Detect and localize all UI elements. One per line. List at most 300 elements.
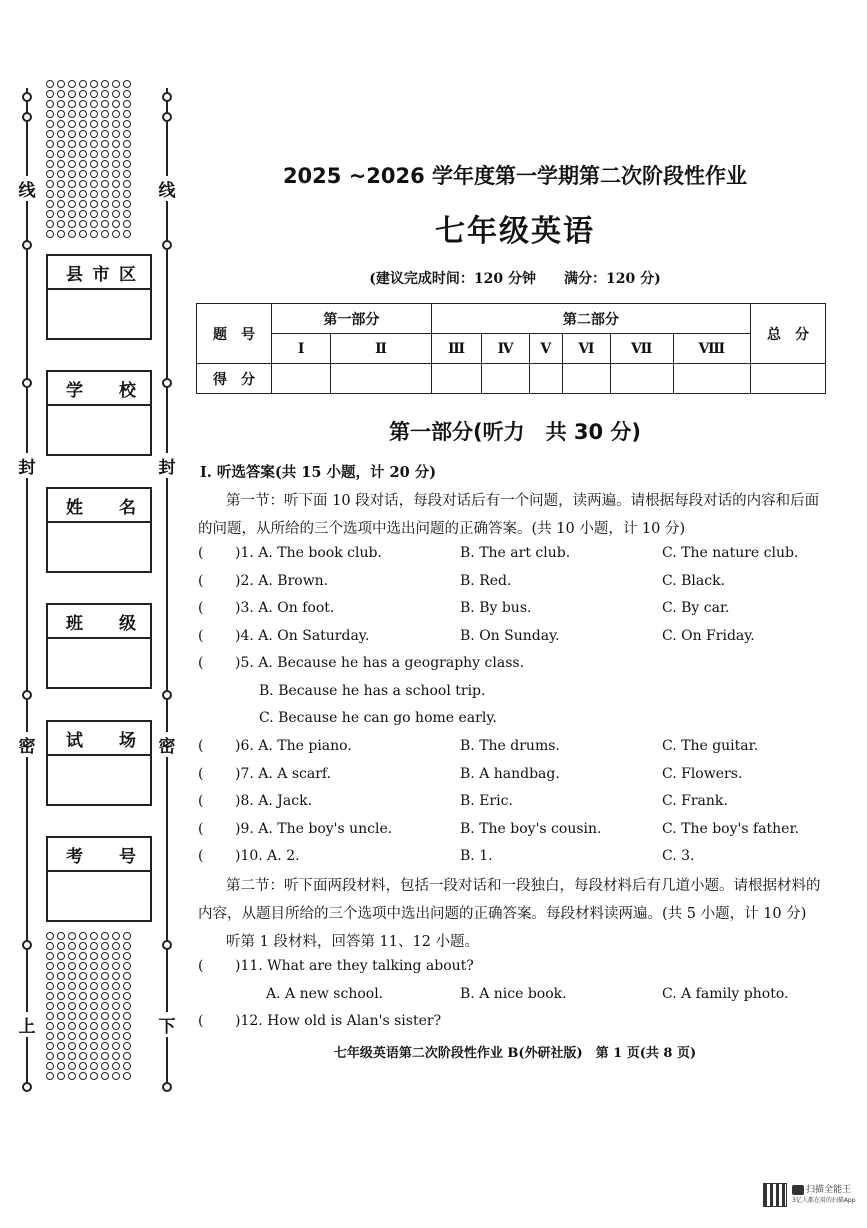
dot bbox=[46, 90, 54, 98]
dot bbox=[68, 120, 76, 128]
dot bbox=[79, 1052, 87, 1060]
score-cell[interactable] bbox=[562, 364, 610, 394]
dot bbox=[123, 952, 131, 960]
binding-line-right bbox=[166, 88, 168, 1088]
binding-char: 封 bbox=[157, 453, 177, 478]
option-b: B. The boy's cousin. bbox=[460, 821, 602, 837]
option-a: )1. A. The book club. bbox=[235, 545, 382, 561]
binding-char: 下 bbox=[157, 1012, 177, 1037]
dot bbox=[79, 1062, 87, 1070]
option-c: C. The boy's father. bbox=[662, 821, 800, 837]
option-b: B. Eric. bbox=[460, 793, 513, 809]
score-table bbox=[196, 303, 826, 394]
dot bbox=[112, 130, 120, 138]
dot bbox=[123, 110, 131, 118]
binding-hole bbox=[22, 940, 32, 950]
exam-meta: (建议完成时间：120 分钟 满分：120 分) bbox=[369, 271, 661, 287]
binding-hole bbox=[162, 378, 172, 388]
dot bbox=[46, 80, 54, 88]
answer-paren[interactable]: ( bbox=[198, 545, 204, 561]
field-label: 校 bbox=[119, 380, 136, 401]
dot bbox=[90, 1022, 98, 1030]
dot bbox=[112, 80, 120, 88]
page-footer: 七年级英语第二次阶段性作业 B(外研社版) 第 1 页(共 8 页) bbox=[333, 1046, 697, 1061]
dot bbox=[112, 952, 120, 960]
dot bbox=[101, 1062, 109, 1070]
dot bbox=[123, 220, 131, 228]
dot bbox=[90, 200, 98, 208]
dot bbox=[123, 1002, 131, 1010]
option-c: C. By car. bbox=[662, 600, 730, 616]
watermark-sub: 3亿人都在用的扫描App bbox=[792, 1197, 856, 1204]
dot bbox=[46, 190, 54, 198]
dot bbox=[46, 942, 54, 950]
dot bbox=[90, 1002, 98, 1010]
dot bbox=[90, 1032, 98, 1040]
dot bbox=[112, 90, 120, 98]
dot bbox=[68, 1072, 76, 1080]
dot bbox=[57, 982, 65, 990]
dot bbox=[101, 150, 109, 158]
dot bbox=[46, 1042, 54, 1050]
dot bbox=[90, 120, 98, 128]
option-a: A. A new school. bbox=[266, 986, 384, 1002]
dot bbox=[79, 992, 87, 1000]
dot bbox=[123, 200, 131, 208]
binding-hole bbox=[22, 112, 32, 122]
dot bbox=[90, 140, 98, 148]
dot bbox=[112, 972, 120, 980]
dot bbox=[79, 220, 87, 228]
field-label: 姓 bbox=[66, 497, 83, 518]
answer-paren[interactable]: ( bbox=[198, 738, 204, 754]
dot bbox=[57, 190, 65, 198]
option-c: C. Flowers. bbox=[662, 766, 743, 782]
dot bbox=[90, 952, 98, 960]
dot bbox=[101, 140, 109, 148]
option-a: )8. A. Jack. bbox=[235, 793, 313, 809]
dot bbox=[68, 1032, 76, 1040]
dot bbox=[79, 170, 87, 178]
dot bbox=[46, 972, 54, 980]
option-b: B. A nice book. bbox=[460, 986, 567, 1002]
question-stem: )11. What are they talking about? bbox=[235, 958, 474, 974]
binding-char: 线 bbox=[157, 176, 177, 201]
dot bbox=[90, 130, 98, 138]
score-cell[interactable] bbox=[529, 364, 562, 394]
field-label: 班 bbox=[66, 613, 83, 634]
dot bbox=[123, 190, 131, 198]
dot bbox=[101, 972, 109, 980]
field-class[interactable] bbox=[46, 603, 152, 689]
dot bbox=[79, 1042, 87, 1050]
option-b: B. The drums. bbox=[460, 738, 560, 754]
dot bbox=[112, 190, 120, 198]
qr-code-icon bbox=[763, 1183, 787, 1207]
dot bbox=[68, 100, 76, 108]
dot bbox=[46, 1032, 54, 1040]
answer-paren[interactable]: ( bbox=[198, 821, 204, 837]
field-county[interactable] bbox=[46, 254, 152, 340]
score-cell[interactable] bbox=[673, 364, 750, 394]
dot bbox=[46, 200, 54, 208]
field-label: 县 bbox=[66, 264, 83, 285]
dot bbox=[90, 100, 98, 108]
dot bbox=[57, 1032, 65, 1040]
dot bbox=[68, 220, 76, 228]
dot bbox=[46, 160, 54, 168]
field-label: 试 bbox=[66, 730, 83, 751]
binding-hole bbox=[162, 940, 172, 950]
binding-hole bbox=[22, 92, 32, 102]
option-c: C. Black. bbox=[662, 573, 725, 589]
col-header: Ⅷ bbox=[673, 334, 750, 364]
dot bbox=[123, 1022, 131, 1030]
dot bbox=[57, 210, 65, 218]
dot bbox=[112, 992, 120, 1000]
dot bbox=[57, 962, 65, 970]
dot bbox=[68, 230, 76, 238]
option-c: C. The guitar. bbox=[662, 738, 759, 754]
dot bbox=[79, 200, 87, 208]
dot bbox=[79, 1072, 87, 1080]
option-c: C. A family photo. bbox=[662, 986, 789, 1002]
question-stem: )12. How old is Alan's sister? bbox=[235, 1013, 442, 1029]
dot bbox=[90, 1072, 98, 1080]
dot bbox=[57, 140, 65, 148]
dot bbox=[79, 130, 87, 138]
dot bbox=[68, 1052, 76, 1060]
binding-hole bbox=[22, 378, 32, 388]
dot bbox=[46, 962, 54, 970]
answer-paren[interactable]: ( bbox=[198, 573, 204, 589]
dot bbox=[112, 1022, 120, 1030]
option-a: )10. A. 2. bbox=[235, 848, 300, 864]
binding-char: 线 bbox=[17, 176, 37, 201]
dot bbox=[123, 180, 131, 188]
dot bbox=[57, 90, 65, 98]
dot bbox=[123, 1072, 131, 1080]
field-school[interactable] bbox=[46, 370, 152, 456]
dot bbox=[68, 1012, 76, 1020]
dot bbox=[90, 160, 98, 168]
answer-paren[interactable]: ( bbox=[198, 628, 204, 644]
dot bbox=[123, 90, 131, 98]
dot bbox=[68, 160, 76, 168]
dot bbox=[101, 100, 109, 108]
dot bbox=[79, 1032, 87, 1040]
dot bbox=[68, 80, 76, 88]
dot bbox=[90, 962, 98, 970]
dot bbox=[101, 80, 109, 88]
answer-paren[interactable]: ( bbox=[198, 793, 204, 809]
dot bbox=[68, 170, 76, 178]
dot bbox=[101, 170, 109, 178]
option-b: B. On Sunday. bbox=[460, 628, 560, 644]
dot bbox=[101, 962, 109, 970]
score-cell[interactable] bbox=[610, 364, 673, 394]
dot bbox=[46, 120, 54, 128]
dot bbox=[46, 1072, 54, 1080]
binding-hole bbox=[22, 1082, 32, 1092]
dot bbox=[57, 942, 65, 950]
dot bbox=[123, 170, 131, 178]
dot bbox=[46, 1022, 54, 1030]
dot bbox=[46, 1012, 54, 1020]
row-label-question: 题 号 bbox=[197, 304, 272, 364]
instruction: 第二节：听下面两段材料，包括一段对话和一段独白，每段材料后有几道小题。请根据材料的 bbox=[226, 878, 821, 894]
dot bbox=[101, 190, 109, 198]
field-label: 号 bbox=[119, 846, 136, 867]
dot bbox=[46, 140, 54, 148]
dot bbox=[101, 200, 109, 208]
dot bbox=[112, 100, 120, 108]
dot bbox=[46, 1052, 54, 1060]
score-cell[interactable] bbox=[272, 364, 331, 394]
field-label: 市 bbox=[92, 264, 110, 285]
binding-hole bbox=[162, 1082, 172, 1092]
option-c: C. Frank. bbox=[662, 793, 728, 809]
dot bbox=[101, 982, 109, 990]
dot bbox=[123, 80, 131, 88]
binding-hole bbox=[162, 690, 172, 700]
dot bbox=[123, 992, 131, 1000]
dot bbox=[101, 992, 109, 1000]
dot bbox=[57, 230, 65, 238]
dot bbox=[123, 130, 131, 138]
dot bbox=[90, 210, 98, 218]
score-cell[interactable] bbox=[431, 364, 482, 394]
dot bbox=[57, 1052, 65, 1060]
dot bbox=[112, 140, 120, 148]
scanner-watermark bbox=[792, 1182, 856, 1204]
dot bbox=[112, 160, 120, 168]
dot bbox=[68, 1022, 76, 1030]
answer-paren[interactable]: ( bbox=[198, 600, 204, 616]
dot bbox=[123, 1012, 131, 1020]
option-c: C. 3. bbox=[662, 848, 695, 864]
dot bbox=[57, 1042, 65, 1050]
watermark-brand: 扫描全能王 bbox=[806, 1185, 852, 1195]
dot bbox=[101, 1032, 109, 1040]
option-c: C. The nature club. bbox=[662, 545, 799, 561]
dot bbox=[123, 1042, 131, 1050]
dot bbox=[123, 1062, 131, 1070]
dot bbox=[79, 942, 87, 950]
field-label: 场 bbox=[119, 730, 136, 751]
dot bbox=[79, 932, 87, 940]
dot bbox=[46, 952, 54, 960]
dot bbox=[46, 110, 54, 118]
dot bbox=[112, 942, 120, 950]
dot bbox=[79, 180, 87, 188]
dot bbox=[101, 110, 109, 118]
option-a: )3. A. On foot. bbox=[235, 600, 335, 616]
option-c: C. On Friday. bbox=[662, 628, 755, 644]
dot bbox=[112, 220, 120, 228]
dot bbox=[79, 140, 87, 148]
dot bbox=[123, 982, 131, 990]
dot bbox=[79, 1022, 87, 1030]
dot bbox=[90, 982, 98, 990]
dot bbox=[68, 90, 76, 98]
dot bbox=[68, 942, 76, 950]
dot bbox=[57, 180, 65, 188]
material-heading: 听第 1 段材料，回答第 11、12 小题。 bbox=[226, 934, 480, 950]
dot bbox=[112, 1052, 120, 1060]
score-cell[interactable] bbox=[482, 364, 529, 394]
dot bbox=[46, 220, 54, 228]
dot bbox=[46, 150, 54, 158]
binding-char: 封 bbox=[17, 453, 37, 478]
instruction: 内容，从题目所给的三个选项中选出问题的正确答案。每段材料读两遍。(共 5 小题，计 10 分) bbox=[198, 906, 807, 922]
dot bbox=[123, 962, 131, 970]
dot bbox=[57, 200, 65, 208]
dot bbox=[46, 982, 54, 990]
dot bbox=[68, 992, 76, 1000]
header-part1: 第一部分 bbox=[272, 304, 432, 334]
dot bbox=[123, 210, 131, 218]
dot bbox=[68, 932, 76, 940]
option-b: B. The art club. bbox=[460, 545, 571, 561]
dot bbox=[57, 932, 65, 940]
dot bbox=[57, 100, 65, 108]
dot bbox=[79, 1012, 87, 1020]
dot bbox=[57, 220, 65, 228]
dot bbox=[57, 80, 65, 88]
dot bbox=[101, 942, 109, 950]
dot bbox=[90, 110, 98, 118]
dot bbox=[46, 130, 54, 138]
field-label: 考 bbox=[66, 846, 83, 867]
col-header: Ⅴ bbox=[529, 334, 562, 364]
dot bbox=[101, 130, 109, 138]
dot bbox=[68, 200, 76, 208]
dot bbox=[123, 160, 131, 168]
dot bbox=[101, 120, 109, 128]
dot bbox=[79, 230, 87, 238]
answer-paren[interactable]: ( bbox=[198, 848, 204, 864]
dot bbox=[90, 150, 98, 158]
dot bbox=[123, 1052, 131, 1060]
col-header: Ⅱ bbox=[331, 334, 431, 364]
instruction: 第一节：听下面 10 段对话，每段对话后有一个问题，读两遍。请根据每段对话的内容和后面 bbox=[226, 493, 820, 509]
dot bbox=[79, 210, 87, 218]
dot bbox=[68, 1062, 76, 1070]
dot bbox=[101, 210, 109, 218]
dot bbox=[57, 1022, 65, 1030]
dot bbox=[68, 982, 76, 990]
field-exam-room[interactable] bbox=[46, 720, 152, 806]
row-label-score: 得 分 bbox=[197, 364, 272, 394]
dot bbox=[79, 972, 87, 980]
part1-title: 第一部分(听力 共 30 分) bbox=[388, 420, 642, 444]
dot bbox=[68, 210, 76, 218]
answer-paren[interactable]: ( bbox=[198, 1013, 204, 1029]
dot bbox=[90, 230, 98, 238]
dot bbox=[123, 230, 131, 238]
dot bbox=[57, 952, 65, 960]
dot bbox=[123, 942, 131, 950]
option-b: B. Because he has a school trip. bbox=[259, 683, 486, 699]
dot bbox=[101, 1042, 109, 1050]
exam-title: 2025 ~2026 学年度第一学期第二次阶段性作业 bbox=[282, 164, 748, 188]
field-name[interactable] bbox=[46, 487, 152, 573]
dot bbox=[101, 1052, 109, 1060]
dot bbox=[112, 110, 120, 118]
dot-pattern-bottom bbox=[46, 932, 134, 1082]
subject-title: 七年级英语 bbox=[435, 214, 595, 249]
binding-hole bbox=[22, 240, 32, 250]
binding-hole bbox=[162, 92, 172, 102]
answer-paren[interactable]: ( bbox=[198, 958, 204, 974]
dot bbox=[101, 932, 109, 940]
answer-paren[interactable]: ( bbox=[198, 766, 204, 782]
dot-pattern-top bbox=[46, 80, 134, 240]
dot bbox=[123, 150, 131, 158]
option-a: )5. A. Because he has a geography class. bbox=[235, 655, 525, 671]
score-cell[interactable] bbox=[331, 364, 431, 394]
binding-hole bbox=[162, 112, 172, 122]
dot bbox=[112, 230, 120, 238]
dot bbox=[68, 1042, 76, 1050]
dot bbox=[101, 1002, 109, 1010]
field-label: 学 bbox=[66, 380, 83, 401]
dot bbox=[57, 130, 65, 138]
binding-hole bbox=[162, 240, 172, 250]
dot bbox=[90, 992, 98, 1000]
binding-char: 密 bbox=[17, 732, 37, 757]
section-heading: Ⅰ. 听选答案(共 15 小题，计 20 分) bbox=[200, 464, 437, 481]
dot bbox=[79, 190, 87, 198]
option-b: B. 1. bbox=[460, 848, 493, 864]
header-part2: 第二部分 bbox=[431, 304, 750, 334]
dot bbox=[79, 962, 87, 970]
dot bbox=[57, 120, 65, 128]
dot bbox=[79, 952, 87, 960]
dot bbox=[101, 952, 109, 960]
dot bbox=[112, 180, 120, 188]
option-a: )4. A. On Saturday. bbox=[235, 628, 370, 644]
col-header: Ⅰ bbox=[272, 334, 331, 364]
dot bbox=[112, 982, 120, 990]
dot bbox=[123, 100, 131, 108]
dot bbox=[112, 210, 120, 218]
dot bbox=[46, 170, 54, 178]
dot bbox=[57, 110, 65, 118]
answer-paren[interactable]: ( bbox=[198, 655, 204, 671]
dot bbox=[101, 180, 109, 188]
dot bbox=[90, 170, 98, 178]
dot bbox=[112, 150, 120, 158]
field-exam-number[interactable] bbox=[46, 836, 152, 922]
binding-hole bbox=[22, 690, 32, 700]
binding-line-left bbox=[26, 88, 28, 1088]
dot bbox=[46, 210, 54, 218]
dot bbox=[46, 180, 54, 188]
dot bbox=[101, 160, 109, 168]
dot bbox=[112, 1012, 120, 1020]
dot bbox=[46, 1002, 54, 1010]
dot bbox=[57, 1002, 65, 1010]
score-cell-total[interactable] bbox=[751, 364, 826, 394]
dot bbox=[79, 1002, 87, 1010]
option-a: )6. A. The piano. bbox=[235, 738, 352, 754]
dot bbox=[46, 992, 54, 1000]
dot bbox=[68, 130, 76, 138]
dot bbox=[90, 1012, 98, 1020]
binding-char: 上 bbox=[17, 1012, 37, 1037]
